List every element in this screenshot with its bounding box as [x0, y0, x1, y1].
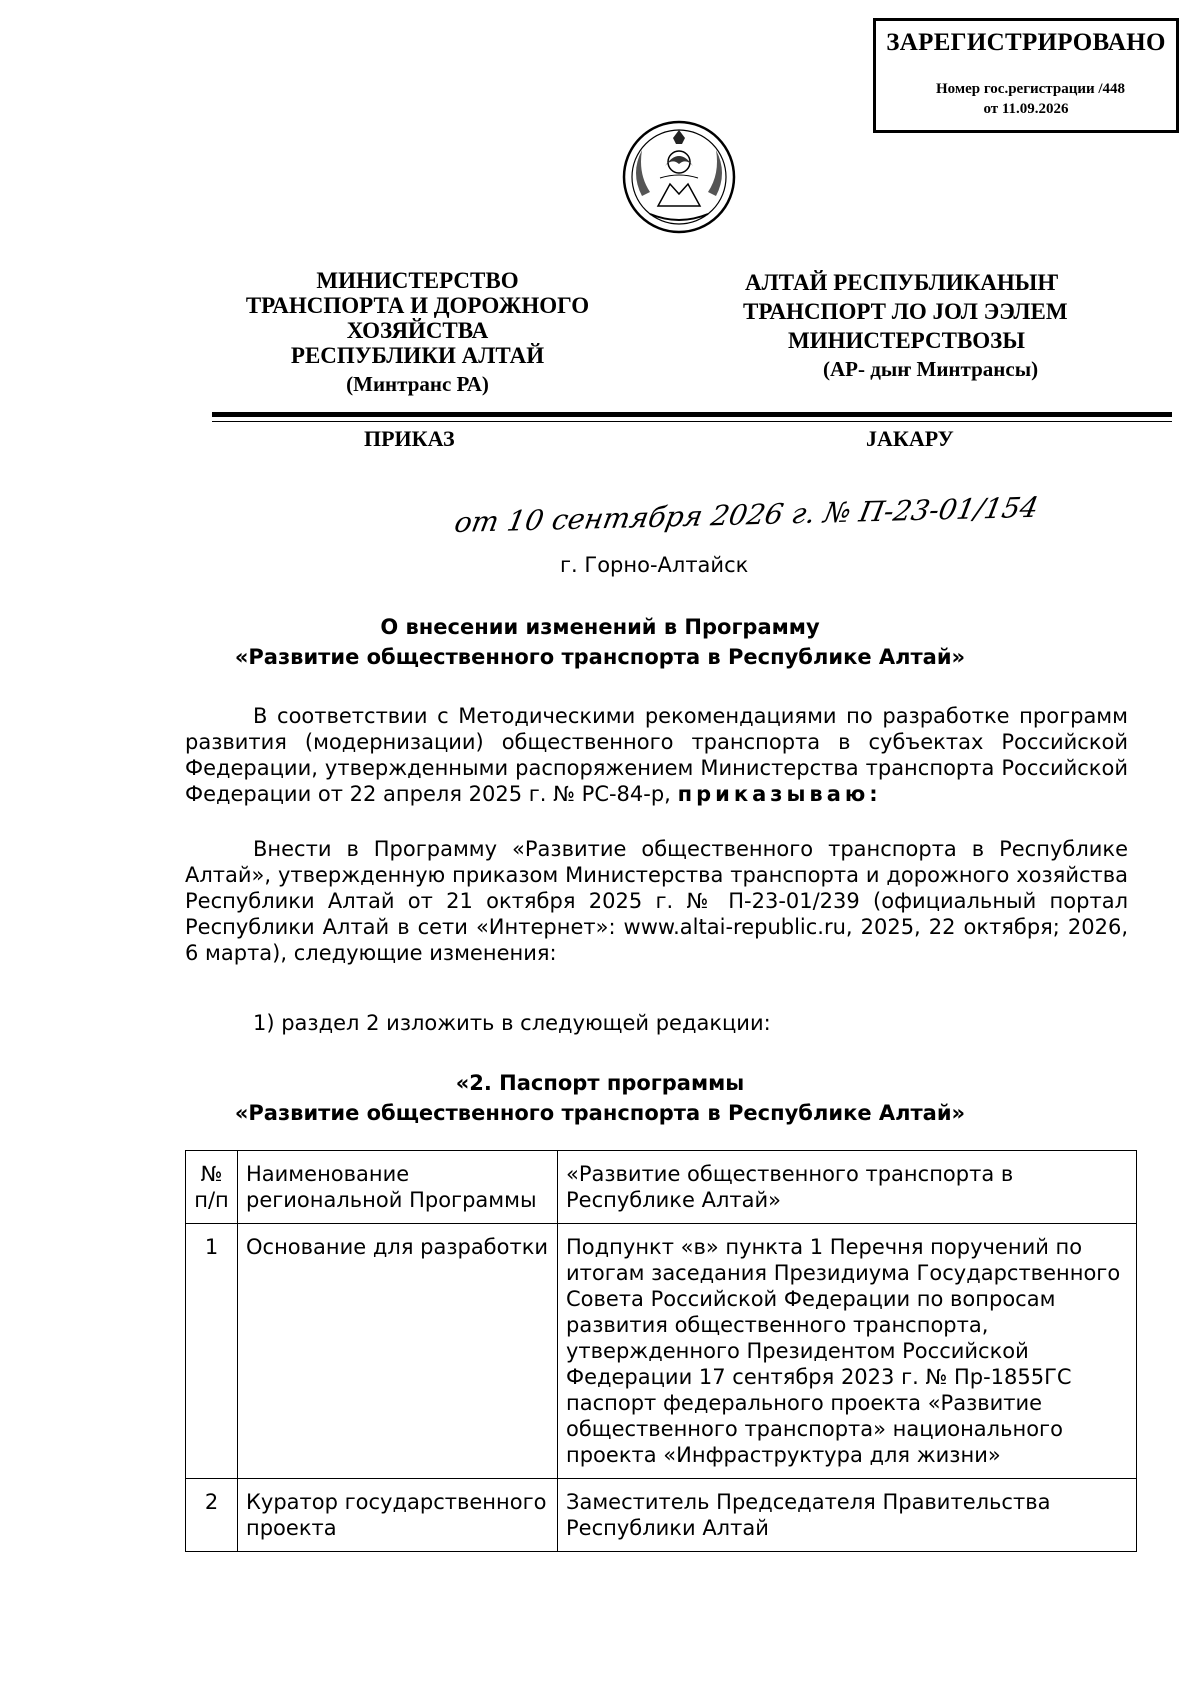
paragraph-changes: [185, 836, 1128, 966]
table-cell-value: «Развитие общественного транспорта в Республике Алтай»: [558, 1151, 1137, 1224]
ministry-left-line: МИНИСТЕРСТВО: [316, 268, 519, 293]
ministry-left-abbr: (Минтранс РА): [346, 372, 489, 396]
table-cell-num: 2: [186, 1479, 238, 1552]
stamp-title: ЗАРЕГИСТРИРОВАНО: [886, 29, 1166, 56]
ministry-name-altai: [725, 268, 1125, 384]
ministry-left-line: ТРАНСПОРТА И ДОРОЖНОГО: [245, 293, 590, 318]
ministry-right-abbr: (АР- дыҥ Минтрансы): [823, 357, 1039, 381]
table-row: [186, 1224, 1137, 1479]
coat-of-arms-emblem-icon: [620, 118, 738, 236]
stamp-reg-number: Номер гос.регистрации /448: [936, 81, 1126, 97]
ministry-left-line: ХОЗЯЙСТВА: [346, 318, 489, 343]
paragraph-changes-text: Внести в Программу «Развитие общественного транспорта в Республике Алтай», утвержденную приказом Министерства транспорта и дорожного хозяйства Республики Алтай от 21 октября 2025 г. № П-23-01/239 (официальный портал Республики Алтай в сети «Интернет»: www.altai-republic.ru, 2025, 22 октября; 2026, 6 марта), следующие изменения:: [185, 837, 1128, 965]
table-row: [186, 1479, 1137, 1552]
program-passport-table: [185, 1150, 1137, 1552]
section-title-line: «2. Паспорт программы: [455, 1071, 745, 1095]
order-label-russian: ПРИКАЗ: [364, 426, 455, 451]
table-cell-value: Заместитель Председателя Правительства Республики Алтай: [558, 1479, 1137, 1552]
ministry-left-line: РЕСПУБЛИКИ АЛТАЙ: [290, 343, 545, 368]
order-label-altai: JАКАРУ: [866, 426, 954, 451]
table-cell-name: Основание для разработки: [238, 1224, 558, 1479]
paragraph-item-1: [185, 1010, 1128, 1036]
header-divider: [212, 412, 1172, 417]
order-title-line: «Развитие общественного транспорта в Республике Алтай»: [234, 645, 966, 669]
paragraph-item-1-text: 1) раздел 2 изложить в следующей редакции:: [253, 1011, 771, 1035]
order-city: г. Горно-Алтайск: [560, 553, 749, 577]
paragraph-basis-text: В соответствии с Методическими рекомендациями по разработке программ развития (модернизации) общественного транспорта в субъектах Российской Федерации, утвержденными распоряжением Министерства транспорта Российской Федерации от 22 апреля 2025 г. № РС-84-р,: [185, 704, 1128, 806]
order-title: [0, 612, 1200, 672]
ministry-right-line: МИНИСТЕРСТВОЗЫ: [788, 328, 1025, 353]
header-divider-thin: [212, 421, 1172, 422]
table-cell-name: Наименование региональной Программы: [238, 1151, 558, 1224]
ministry-right-line: АЛТАЙ РЕСПУБЛИКАНЫҤ: [745, 270, 1059, 295]
table-cell-value: Подпункт «в» пункта 1 Перечня поручений по итогам заседания Президиума Государственного Совета Российской Федерации по вопросам развития общественного транспорта, утвержденного Президентом Российской Федерации 17 сентября 2023 г. № Пр-1855ГС паспорт федерального проекта «Развитие общественного транспорта» национального проекта «Инфраструктура для жизни»: [558, 1224, 1137, 1479]
section-title-line: «Развитие общественного транспорта в Республике Алтай»: [234, 1101, 966, 1125]
table-cell-num: 1: [186, 1224, 238, 1479]
table-header-row: [186, 1151, 1137, 1224]
table-cell-name: Куратор государственного проекта: [238, 1479, 558, 1552]
paragraph-basis: [185, 703, 1128, 807]
ministry-right-line: ТРАНСПОРТ ЛО JОЛ ЭЭЛЕМ: [743, 299, 1068, 324]
order-directive: приказываю:: [677, 782, 882, 806]
section-title: [0, 1068, 1200, 1128]
ministry-name-russian: [225, 268, 610, 397]
order-title-line: О внесении изменений в Программу: [380, 615, 820, 639]
stamp-reg-date: от 11.09.2026: [983, 101, 1069, 117]
registration-stamp: [873, 18, 1179, 133]
table-cell-num: № п/п: [186, 1151, 238, 1224]
handwritten-order-date-number: от 10 сентября 2026 г. № П-23-01/154: [451, 490, 1042, 539]
